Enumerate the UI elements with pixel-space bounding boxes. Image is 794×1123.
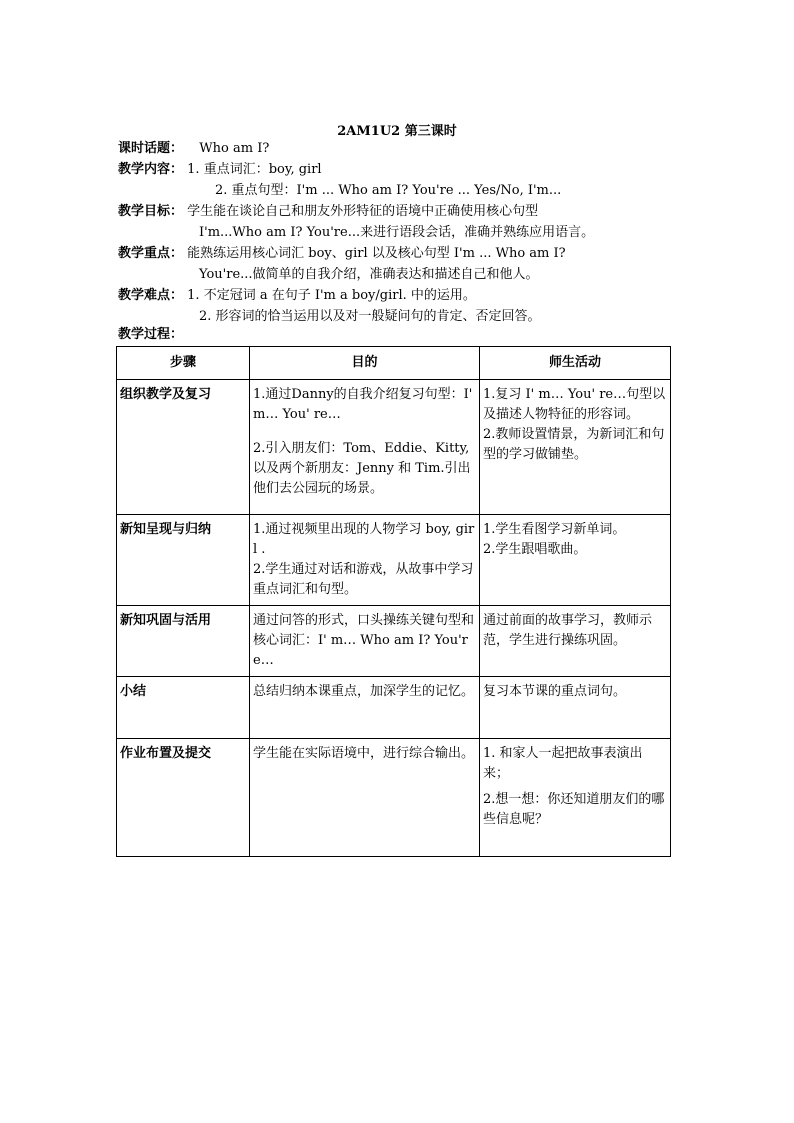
activity-item: 复习本节课的重点词句。 <box>483 684 627 699</box>
step-cell: 组织教学及复习 <box>117 380 250 515</box>
purpose-cell <box>250 380 480 515</box>
table-header-row <box>117 347 671 380</box>
key-point-line-2 <box>199 266 539 284</box>
table-row <box>117 677 671 739</box>
purpose-cell <box>250 677 480 739</box>
goal-line-2 <box>199 224 594 242</box>
step-cell: 小结 <box>117 677 250 739</box>
table-row <box>117 739 671 857</box>
purpose-item: 2.学生通过对话和游戏，从故事中学习重点词汇和句型。 <box>253 562 474 597</box>
content-line-2 <box>215 182 561 200</box>
topic-line <box>118 140 269 158</box>
purpose-item: 1.通过视频里出现的人物学习 boy, girl . <box>253 522 475 557</box>
activity-cell <box>480 739 671 857</box>
lesson-process-table <box>116 346 671 857</box>
key-point-line-1 <box>118 245 566 263</box>
difficulty-label: 教学难点： <box>118 288 184 303</box>
activity-item: 1. 和家人一起把故事表演出来； <box>483 746 643 781</box>
content-label: 教学内容： <box>118 162 184 177</box>
key-point-text-1: 能熟练运用核心词汇 boy、girl 以及核心句型 I'm ... Who am I? <box>187 246 566 261</box>
activity-cell <box>480 380 671 515</box>
difficulty-line-1 <box>118 287 476 305</box>
table-row <box>117 606 671 677</box>
table-row <box>117 380 671 515</box>
goal-text-2: I'm...Who am I? You're...来进行语段会话，准确并熟练应用语言。 <box>199 225 595 240</box>
step-cell: 新知呈现与归纳 <box>117 515 250 606</box>
difficulty-line-2 <box>199 308 541 326</box>
activity-item: 通过前面的故事学习，教师示范，学生进行操练巩固。 <box>483 613 653 648</box>
purpose-item: 1.通过Danny的自我介绍复习句型：I' m… You' re… <box>253 387 473 422</box>
goal-text-1: 学生能在谈论自己和朋友外形特征的语境中正确使用核心句型 <box>187 204 539 219</box>
header-step: 步骤 <box>117 347 250 380</box>
goal-label: 教学目标： <box>118 204 184 219</box>
header-activity: 师生活动 <box>480 347 671 380</box>
topic-value: Who am I? <box>199 141 270 156</box>
goal-line-1 <box>118 203 538 221</box>
activity-cell <box>480 606 671 677</box>
purpose-item: 学生能在实际语境中，进行综合输出。 <box>253 746 475 761</box>
content-item-1: 1. 重点词汇：boy, girl <box>187 162 322 177</box>
header-purpose: 目的 <box>250 347 480 380</box>
key-point-label: 教学重点： <box>118 246 184 261</box>
purpose-item: 总结归纳本课重点，加深学生的记忆。 <box>253 684 475 699</box>
difficulty-text-2: 2. 形容词的恰当运用以及对一般疑问句的肯定、否定回答。 <box>199 309 541 324</box>
table-row <box>117 515 671 606</box>
activity-item: 2.学生跟唱歌曲。 <box>483 542 587 557</box>
step-cell: 新知巩固与活用 <box>117 606 250 677</box>
purpose-item: 通过问答的形式，口头操练关键句型和核心词汇：I' m… Who am I? You're… <box>253 613 475 668</box>
difficulty-text-1: 1. 不定冠词 a 在句子 I'm a boy/girl. 中的运用。 <box>187 288 476 303</box>
purpose-cell <box>250 515 480 606</box>
purpose-cell <box>250 606 480 677</box>
activity-cell <box>480 515 671 606</box>
activity-item: 1.学生看图学习新单词。 <box>483 522 626 537</box>
purpose-cell <box>250 739 480 857</box>
activity-item: 2.教师设置情景，为新词汇和句型的学习做铺垫。 <box>483 427 665 462</box>
process-label: 教学过程： <box>118 327 184 342</box>
step-cell: 作业布置及提交 <box>117 739 250 857</box>
content-item-2: 2. 重点句型：I'm ... Who am I? You're ... Yes/No, I'm... <box>215 183 562 198</box>
key-point-text-2: You're...做简单的自我介绍，准确表达和描述自己和他人。 <box>199 267 539 282</box>
topic-label: 课时话题： <box>118 141 184 156</box>
purpose-item: 2.引入朋友们：Tom、Eddie、Kitty,以及两个新朋友：Jenny 和 Tim.引出他们去公园玩的场景。 <box>253 441 471 496</box>
activity-cell <box>480 677 671 739</box>
activity-item: 1.复习 I' m… You' re…句型以及描述人物特征的形容词。 <box>483 387 666 422</box>
document-title: 2AM1U2 第三课时 <box>337 124 457 139</box>
activity-item: 2.想一想：你还知道朋友们的哪些信息呢？ <box>483 792 665 827</box>
content-line-1 <box>118 161 322 179</box>
